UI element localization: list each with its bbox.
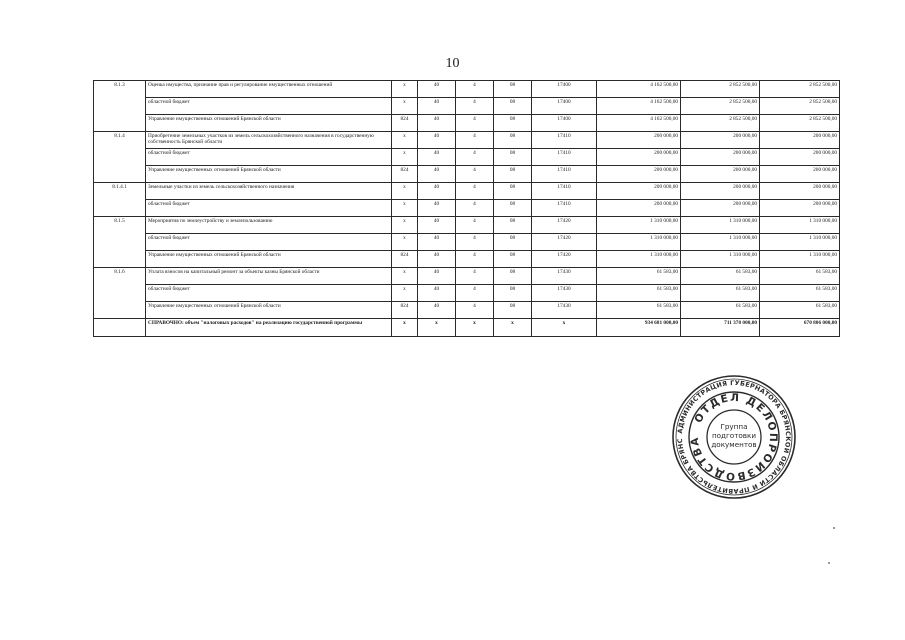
code-cell-4: 08 [494, 302, 532, 319]
value-cell-1: 934 681 000,00 [597, 319, 681, 337]
code-cell-2: 40 [418, 183, 456, 200]
value-cell-3: 2 852 500,00 [760, 115, 840, 132]
code-cell-3: 4 [456, 200, 494, 217]
row-number-cell: 8.1.6 [94, 268, 146, 285]
code-cell-4: 08 [494, 217, 532, 234]
code-cell-3: 4 [456, 98, 494, 115]
value-cell-3: 200 000,00 [760, 149, 840, 166]
code-cell-4: 08 [494, 251, 532, 268]
value-cell-3: 61 583,00 [760, 268, 840, 285]
code-cell-4: 08 [494, 200, 532, 217]
code-cell-3: 4 [456, 81, 494, 98]
value-cell-2: 200 000,00 [681, 149, 760, 166]
row-number-cell [94, 285, 146, 302]
code-cell-3: 4 [456, 115, 494, 132]
value-cell-2: 200 000,00 [681, 132, 760, 149]
value-cell-2: 2 852 500,00 [681, 81, 760, 98]
code-cell-4: 08 [494, 115, 532, 132]
code-cell-3: 4 [456, 268, 494, 285]
code-cell-2: 40 [418, 81, 456, 98]
code-cell-5: х [532, 319, 597, 337]
value-cell-2: 200 000,00 [681, 200, 760, 217]
row-number-cell [94, 166, 146, 183]
table-row [94, 132, 840, 149]
code-cell-4: 08 [494, 268, 532, 285]
value-cell-1: 1 310 000,00 [597, 251, 681, 268]
value-cell-1: 61 583,00 [597, 285, 681, 302]
code-cell-3: 4 [456, 302, 494, 319]
code-cell-1: х [392, 81, 418, 98]
value-cell-3: 61 583,00 [760, 302, 840, 319]
code-cell-4: 08 [494, 149, 532, 166]
code-cell-2: 40 [418, 285, 456, 302]
code-cell-5: 17400 [532, 115, 597, 132]
row-number-cell: 8.1.4.1 [94, 183, 146, 200]
table-row [94, 149, 840, 166]
table-row [94, 217, 840, 234]
seal-center-line-1: Группа [720, 422, 748, 431]
value-cell-3: 2 852 500,00 [760, 98, 840, 115]
code-cell-4: 08 [494, 183, 532, 200]
code-cell-5: 17420 [532, 217, 597, 234]
code-cell-5: 17410 [532, 132, 597, 149]
scan-speck [828, 562, 830, 564]
code-cell-3: 4 [456, 166, 494, 183]
value-cell-2: 2 852 500,00 [681, 98, 760, 115]
code-cell-3: 4 [456, 251, 494, 268]
code-cell-2: 40 [418, 234, 456, 251]
row-number-cell [94, 200, 146, 217]
page-number: 10 [445, 56, 460, 71]
table-row [94, 268, 840, 285]
code-cell-2: 40 [418, 98, 456, 115]
value-cell-1: 61 583,00 [597, 302, 681, 319]
value-cell-3: 200 000,00 [760, 166, 840, 183]
code-cell-1: х [392, 183, 418, 200]
code-cell-2: х [418, 319, 456, 337]
code-cell-5: 17430 [532, 285, 597, 302]
code-cell-4: 08 [494, 166, 532, 183]
value-cell-1: 1 310 000,00 [597, 217, 681, 234]
official-seal [669, 372, 799, 502]
code-cell-5: 17420 [532, 251, 597, 268]
code-cell-5: 17410 [532, 200, 597, 217]
row-name-cell: СПРАВОЧНО: объем "налоговых расходов" на реализацию государственной программы [146, 319, 392, 337]
scan-speck [833, 527, 835, 529]
code-cell-4: 08 [494, 234, 532, 251]
value-cell-1: 4 162 500,00 [597, 81, 681, 98]
row-number-cell [94, 251, 146, 268]
budget-table [93, 80, 840, 337]
row-name-cell: Уплата взносов на капитальный ремонт за объекты казны Брянской области [146, 268, 392, 285]
code-cell-5: 17420 [532, 234, 597, 251]
value-cell-3: 61 583,00 [760, 285, 840, 302]
row-name-cell: областной бюджет [146, 149, 392, 166]
seal-graphic [669, 372, 799, 502]
row-number-cell [94, 98, 146, 115]
row-number-cell [94, 302, 146, 319]
row-number-cell [94, 234, 146, 251]
row-name-cell: Управление имущественных отношений Брянской области [146, 302, 392, 319]
code-cell-2: 40 [418, 115, 456, 132]
seal-center-line-2: подготовки [711, 431, 757, 440]
code-cell-3: 4 [456, 183, 494, 200]
code-cell-1: 824 [392, 251, 418, 268]
row-name-cell: Мероприятия по землеустройству и землепользованию [146, 217, 392, 234]
table-row [94, 183, 840, 200]
code-cell-3: 4 [456, 234, 494, 251]
value-cell-1: 200 000,00 [597, 132, 681, 149]
row-name-cell: Земельные участки из земель сельскохозяйственного назначения [146, 183, 392, 200]
code-cell-1: 824 [392, 115, 418, 132]
value-cell-3: 200 000,00 [760, 132, 840, 149]
table-row [94, 166, 840, 183]
code-cell-3: 4 [456, 132, 494, 149]
table-row [94, 200, 840, 217]
value-cell-3: 1 310 000,00 [760, 217, 840, 234]
code-cell-5: 17400 [532, 81, 597, 98]
code-cell-2: 40 [418, 302, 456, 319]
row-number-cell: 8.1.3 [94, 81, 146, 98]
value-cell-3: 1 310 000,00 [760, 251, 840, 268]
code-cell-1: х [392, 200, 418, 217]
code-cell-2: 40 [418, 217, 456, 234]
table-row [94, 319, 840, 337]
code-cell-5: 17410 [532, 183, 597, 200]
value-cell-1: 4 162 500,00 [597, 98, 681, 115]
code-cell-5: 17400 [532, 98, 597, 115]
code-cell-4: 08 [494, 285, 532, 302]
code-cell-4: 08 [494, 132, 532, 149]
code-cell-3: 4 [456, 217, 494, 234]
code-cell-5: 17410 [532, 149, 597, 166]
value-cell-1: 4 162 500,00 [597, 115, 681, 132]
row-number-cell: 8.1.5 [94, 217, 146, 234]
value-cell-2: 61 583,00 [681, 268, 760, 285]
value-cell-2: 711 370 000,00 [681, 319, 760, 337]
value-cell-2: 61 583,00 [681, 302, 760, 319]
table-row [94, 81, 840, 98]
table-row [94, 115, 840, 132]
budget-table-body [94, 81, 840, 337]
code-cell-1: 824 [392, 302, 418, 319]
value-cell-1: 200 000,00 [597, 166, 681, 183]
code-cell-2: 40 [418, 200, 456, 217]
row-name-cell: областной бюджет [146, 234, 392, 251]
code-cell-1: х [392, 285, 418, 302]
code-cell-5: 17430 [532, 268, 597, 285]
code-cell-4: 08 [494, 81, 532, 98]
code-cell-3: 4 [456, 285, 494, 302]
row-number-cell [94, 319, 146, 337]
value-cell-3: 2 852 500,00 [760, 81, 840, 98]
code-cell-1: х [392, 149, 418, 166]
code-cell-1: х [392, 98, 418, 115]
table-row [94, 251, 840, 268]
row-name-cell: Оценка имущества, признание прав и регулирование имущественных отношений [146, 81, 392, 98]
row-name-cell: областной бюджет [146, 285, 392, 302]
code-cell-2: 40 [418, 251, 456, 268]
code-cell-4: 08 [494, 98, 532, 115]
value-cell-2: 1 310 000,00 [681, 251, 760, 268]
code-cell-1: 824 [392, 166, 418, 183]
row-name-cell: областной бюджет [146, 98, 392, 115]
table-row [94, 234, 840, 251]
value-cell-1: 61 583,00 [597, 268, 681, 285]
row-name-cell: Приобретение земельных участков из земель сельскохозяйственного назначения в государственную собственность Брянской области [146, 132, 392, 149]
row-name-cell: областной бюджет [146, 200, 392, 217]
code-cell-2: 40 [418, 268, 456, 285]
value-cell-3: 200 000,00 [760, 200, 840, 217]
code-cell-4: х [494, 319, 532, 337]
value-cell-2: 2 852 500,00 [681, 115, 760, 132]
table-row [94, 285, 840, 302]
code-cell-1: х [392, 268, 418, 285]
seal-outer-text: АДМИНИСТРАЦИЯ ГУБЕРНАТОРА БРЯНСКОЙ ОБЛАСТИ И ПРАВИТЕЛЬСТВА БРЯНС [675, 378, 793, 496]
row-number-cell: 8.1.4 [94, 132, 146, 149]
seal-inner-text: ОТДЕЛ ДЕЛОПРОИЗВОДСТВА [688, 391, 780, 483]
code-cell-2: 40 [418, 132, 456, 149]
code-cell-2: 40 [418, 166, 456, 183]
value-cell-3: 1 310 000,00 [760, 234, 840, 251]
value-cell-3: 670 806 000,00 [760, 319, 840, 337]
value-cell-1: 1 310 000,00 [597, 234, 681, 251]
value-cell-2: 1 310 000,00 [681, 234, 760, 251]
value-cell-3: 200 000,00 [760, 183, 840, 200]
code-cell-1: х [392, 319, 418, 337]
row-number-cell [94, 115, 146, 132]
value-cell-2: 61 583,00 [681, 285, 760, 302]
row-name-cell: Управление имущественных отношений Брянской области [146, 115, 392, 132]
value-cell-1: 200 000,00 [597, 200, 681, 217]
value-cell-2: 200 000,00 [681, 183, 760, 200]
code-cell-1: х [392, 234, 418, 251]
seal-center-line-3: документов [711, 440, 757, 449]
table-row [94, 98, 840, 115]
value-cell-2: 200 000,00 [681, 166, 760, 183]
row-name-cell: Управление имущественных отношений Брянской области [146, 166, 392, 183]
row-name-cell: Управление имущественных отношений Брянской области [146, 251, 392, 268]
code-cell-3: х [456, 319, 494, 337]
code-cell-5: 17430 [532, 302, 597, 319]
code-cell-3: 4 [456, 149, 494, 166]
code-cell-2: 40 [418, 149, 456, 166]
code-cell-1: х [392, 217, 418, 234]
code-cell-1: х [392, 132, 418, 149]
row-number-cell [94, 149, 146, 166]
value-cell-2: 1 310 000,00 [681, 217, 760, 234]
value-cell-1: 200 000,00 [597, 183, 681, 200]
code-cell-5: 17410 [532, 166, 597, 183]
value-cell-1: 200 000,00 [597, 149, 681, 166]
table-row [94, 302, 840, 319]
